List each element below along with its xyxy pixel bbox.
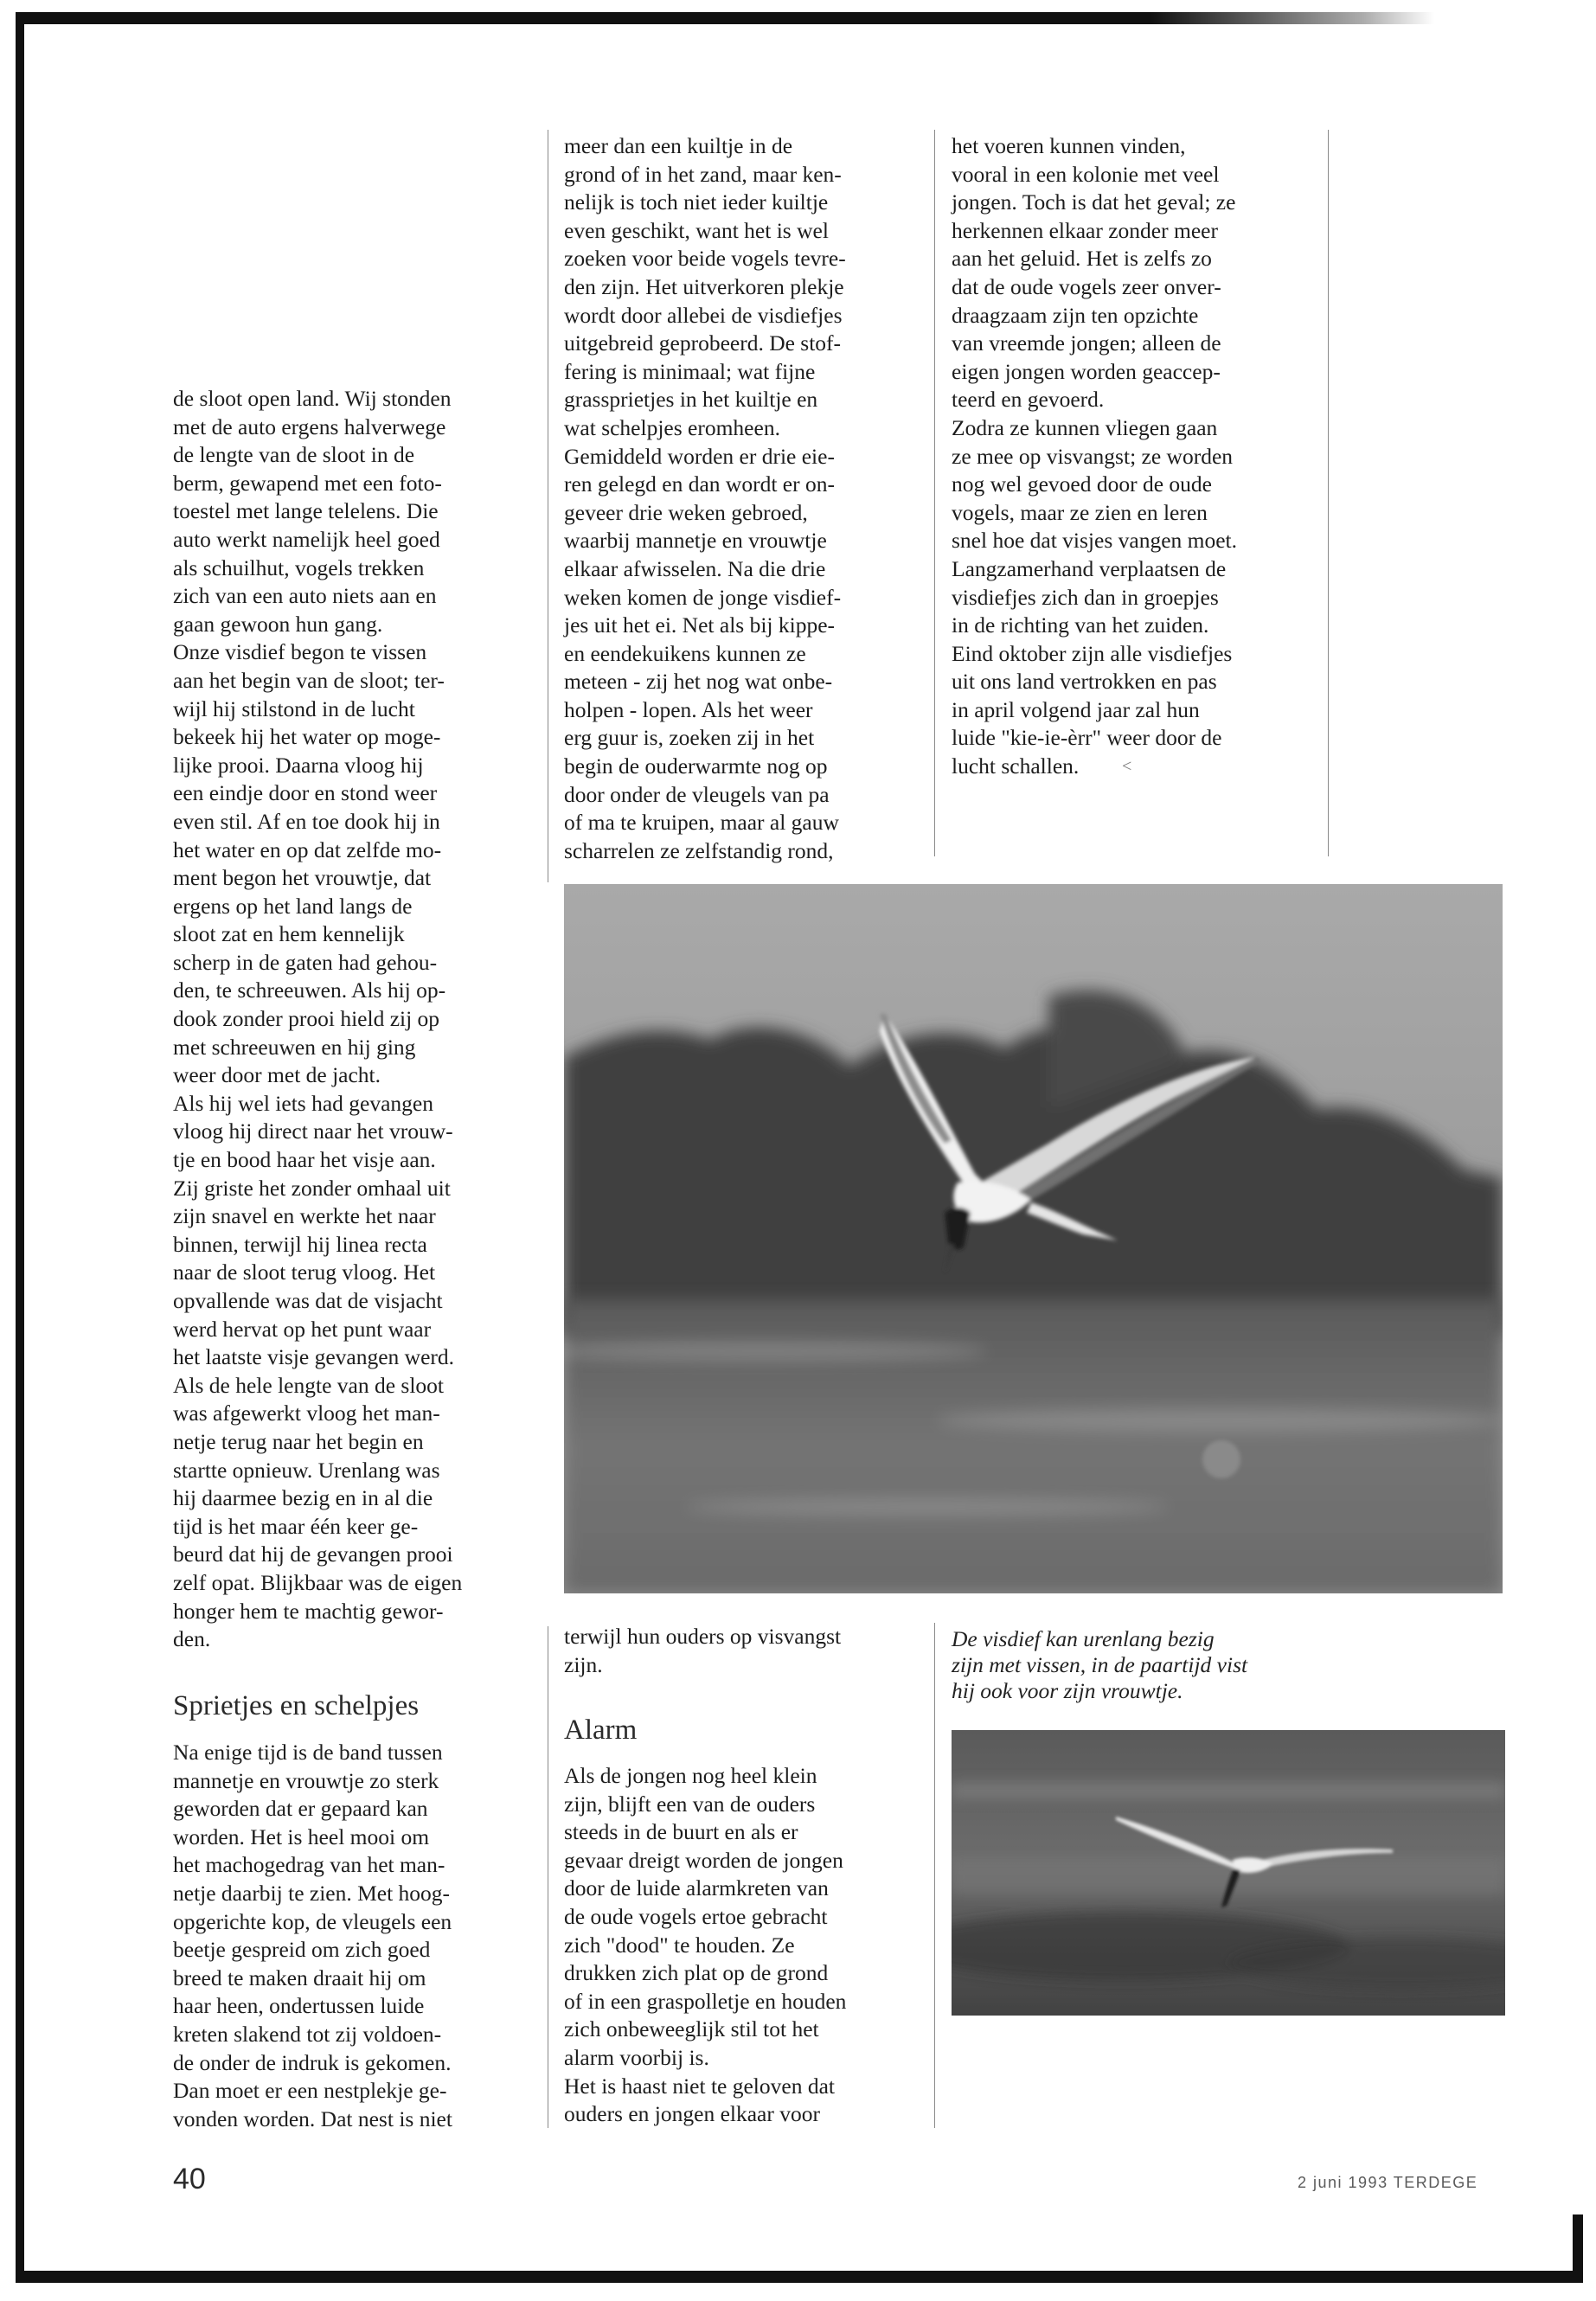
text-line: met schreeuwen en hij ging — [173, 1034, 416, 1060]
text-line: zijn, blijft een van de ouders — [564, 1791, 816, 1817]
photo-caption — [952, 1626, 1332, 1704]
text-line: aan het geluid. Het is zelfs zo — [952, 246, 1212, 272]
text-line: of in een graspolletje en houden — [564, 1988, 847, 2014]
text-line: Eind oktober zijn alle visdiefjes — [952, 640, 1233, 666]
column-2-text-a — [564, 132, 919, 865]
text-line: nog wel gevoed door de oude — [952, 471, 1212, 497]
text-line: de onder de indruk is gekomen. — [173, 2049, 452, 2075]
column-1-text-a — [173, 385, 536, 1654]
text-line: herkennen elkaar zonder meer — [952, 217, 1218, 243]
text-line: in april volgend jaar zal hun — [952, 696, 1200, 722]
text-line: Als de jongen nog heel klein — [564, 1763, 817, 1788]
column-rule-3 — [1328, 130, 1329, 856]
text-line: teerd en gevoerd. — [952, 387, 1105, 413]
text-line: elkaar afwisselen. Na die drie — [564, 555, 826, 581]
column-2-text-c — [564, 1762, 919, 2129]
text-line: meteen - zij het nog wat onbe- — [564, 669, 833, 695]
text-line: tijd is het maar één keer ge- — [173, 1513, 419, 1539]
text-line: lijke prooi. Daarna vloog hij — [173, 752, 424, 778]
text-line: terwijl hun ouders op visvangst — [564, 1624, 842, 1649]
text-line: ergens op het land langs de — [173, 893, 413, 919]
text-line: scharrelen ze zelfstandig rond, — [564, 837, 834, 863]
text-line: zich van een auto niets aan en — [173, 583, 437, 609]
text-line: hij ook voor zijn vrouwtje. — [952, 1678, 1183, 1703]
text-line: vonden worden. Dat nest is niet — [173, 2106, 452, 2131]
text-line: opgerichte kop, de vleugels een — [173, 1908, 452, 1934]
heading-alarm: Alarm — [564, 1715, 638, 1746]
text-line: door de luide alarmkreten van — [564, 1875, 829, 1901]
text-line: en eendekuikens kunnen ze — [564, 640, 806, 666]
column-3-text-a — [952, 132, 1315, 781]
text-line: het machogedrag van het man- — [173, 1852, 445, 1878]
text-line: vooral in een kolonie met veel — [952, 161, 1220, 187]
text-line: de sloot open land. Wij stonden — [173, 386, 452, 411]
text-line: zich onbeweeglijk stil tot het — [564, 2016, 819, 2042]
text-line: uit ons land vertrokken en pas — [952, 669, 1217, 695]
text-line: honger hem te machtig gewor- — [173, 1598, 444, 1624]
text-line: ren gelegd en dan wordt er on- — [564, 471, 835, 497]
text-line: vogels, maar ze zien en leren — [952, 499, 1208, 525]
text-line: lucht schallen. — [952, 753, 1080, 779]
text-line: haar heen, ondertussen luide — [173, 1993, 425, 2019]
text-line: vloog hij direct naar het vrouw- — [173, 1118, 453, 1144]
text-line: naar de sloot terug vloog. Het — [173, 1259, 436, 1285]
text-line: snel hoe dat visjes vangen moet. — [952, 528, 1238, 554]
text-line: begin de ouderwarmte nog op — [564, 753, 828, 779]
text-line: bekeek hij het water op moge- — [173, 724, 441, 750]
text-line: beetje gespreid om zich goed — [173, 1937, 431, 1963]
text-line: werd hervat op het punt waar — [173, 1316, 432, 1342]
text-line: jongen. Toch is dat het geval; ze — [952, 189, 1236, 215]
text-line: erg guur is, zoeken zij in het — [564, 725, 815, 751]
text-line: van vreemde jongen; alleen de — [952, 330, 1221, 356]
text-line: ment begon het vrouwtje, dat — [173, 865, 432, 891]
bottom-frame-rule — [16, 2271, 1583, 2283]
text-line: zich "dood" te houden. Ze — [564, 1932, 795, 1958]
text-line: zijn snavel en werkte het naar — [173, 1203, 436, 1229]
text-line: meer dan een kuiltje in de — [564, 133, 793, 158]
text-line: wijl hij stilstond in de lucht — [173, 695, 415, 721]
text-line: in de richting van het zuiden. — [952, 612, 1209, 638]
heading-sprietjes: Sprietjes en schelpjes — [173, 1690, 420, 1721]
text-line: tje en bood haar het visje aan. — [173, 1147, 436, 1173]
text-line: breed te maken draait hij om — [173, 1965, 426, 1990]
text-line: ze mee op visvangst; ze worden — [952, 443, 1234, 469]
text-line: geworden dat er gepaard kan — [173, 1796, 428, 1822]
text-line: uitgebreid geprobeerd. De stof- — [564, 330, 842, 356]
text-line: den. — [173, 1626, 211, 1652]
text-line: de lengte van de sloot in de — [173, 442, 415, 468]
text-line: berm, gewapend met een foto- — [173, 470, 442, 496]
column-2-text-b — [564, 1623, 919, 1679]
text-line: met de auto ergens halverwege — [173, 413, 446, 439]
article-end-mark: < — [1122, 757, 1132, 776]
text-line: Langzamerhand verplaatsen de — [952, 555, 1227, 581]
text-line: netje daarbij te zien. Met hoog- — [173, 1880, 451, 1906]
text-line: gevaar dreigt worden de jongen — [564, 1847, 843, 1873]
text-line: Na enige tijd is de band tussen — [173, 1740, 443, 1765]
text-line: eigen jongen worden geaccep- — [952, 358, 1221, 384]
text-line: wat schelpjes eromheen. — [564, 414, 780, 440]
text-line: steeds in de buurt en als er — [564, 1819, 798, 1845]
text-line: door onder de vleugels van pa — [564, 781, 830, 807]
text-line: kreten slakend tot zij voldoen- — [173, 2021, 442, 2047]
left-frame-rule — [16, 12, 24, 2283]
right-frame-rule — [1573, 2214, 1583, 2283]
text-line: het water en op dat zelfde mo- — [173, 836, 442, 862]
text-line: De visdief kan urenlang bezig — [952, 1626, 1215, 1651]
text-line: even stil. Af en toe dook hij in — [173, 808, 440, 834]
text-line: luide "kie-ie-èrr" weer door de — [952, 725, 1222, 751]
text-line: draagzaam zijn ten opzichte — [952, 302, 1199, 328]
text-line: zoeken voor beide vogels tevre- — [564, 246, 846, 272]
text-line: startte opnieuw. Urenlang was — [173, 1457, 440, 1483]
text-line: grond of in het zand, maar ken- — [564, 161, 842, 187]
text-line: worden. Het is heel mooi om — [173, 1823, 430, 1849]
text-line: fering is minimaal; wat fijne — [564, 358, 816, 384]
text-line: gaan gewoon hun gang. — [173, 611, 383, 637]
text-line: scherp in de gaten had gehou- — [173, 949, 438, 975]
text-line: binnen, terwijl hij linea recta — [173, 1231, 427, 1257]
text-line: hij daarmee bezig en in al die — [173, 1485, 433, 1511]
text-line: Onze visdief begon te vissen — [173, 639, 427, 665]
text-line: de oude vogels ertoe gebracht — [564, 1903, 828, 1929]
text-line: jes uit het ei. Net als bij kippe- — [564, 612, 836, 638]
text-line: zelf opat. Blijkbaar was de eigen — [173, 1569, 463, 1595]
text-line: netje terug naar het begin en — [173, 1428, 424, 1454]
text-line: Zodra ze kunnen vliegen gaan — [952, 414, 1218, 440]
text-line: toestel met lange telelens. Die — [173, 498, 439, 524]
text-line: even geschikt, want het is wel — [564, 217, 829, 243]
text-line: een eindje door en stond weer — [173, 780, 438, 806]
tern-flight-photo — [564, 884, 1503, 1593]
text-line: Dan moet er een nestplekje ge- — [173, 2078, 447, 2104]
text-line: als schuilhut, vogels trekken — [173, 554, 425, 580]
text-line: Als de hele lengte van de sloot — [173, 1372, 444, 1398]
text-line: of ma te kruipen, maar al gauw — [564, 810, 839, 836]
text-line: visdiefjes zich dan in groepjes — [952, 584, 1219, 610]
text-line: holpen - lopen. Als het weer — [564, 696, 813, 722]
text-line: opvallende was dat de visjacht — [173, 1288, 443, 1313]
text-line: weken komen de jonge visdief- — [564, 584, 842, 610]
text-line: dat de oude vogels zeer onver- — [952, 273, 1221, 299]
top-frame-rule — [16, 12, 1434, 24]
text-line: het laatste visje gevangen werd. — [173, 1344, 455, 1370]
text-line: auto werkt namelijk heel goed — [173, 526, 440, 552]
issue-date: 2 juni 1993 TERDEGE — [1298, 2174, 1478, 2191]
text-line: ouders en jongen elkaar voor — [564, 2101, 820, 2127]
text-line: waarbij mannetje en vrouwtje — [564, 528, 827, 554]
column-rule-2b — [934, 1623, 935, 2128]
column-1-text-b — [173, 1739, 536, 2133]
text-line: nelijk is toch niet ieder kuiltje — [564, 189, 829, 215]
text-line: geveer drie weken gebroed, — [564, 499, 808, 525]
text-line: mannetje en vrouwtje zo sterk — [173, 1767, 439, 1793]
page-number: 40 — [173, 2163, 206, 2195]
text-line: Als hij wel iets had gevangen — [173, 1090, 433, 1116]
text-line: het voeren kunnen vinden, — [952, 133, 1186, 158]
text-line: grassprietjes in het kuiltje en — [564, 387, 818, 413]
text-line: zijn. — [564, 1651, 603, 1677]
text-line: was afgewerkt vloog het man- — [173, 1400, 440, 1426]
text-line: drukken zich plat op de grond — [564, 1960, 829, 1986]
text-line: den, te schreeuwen. Als hij op- — [173, 977, 446, 1003]
text-line: alarm voorbij is. — [564, 2044, 709, 2070]
column-rule-2 — [934, 130, 935, 856]
text-line: weer door met de jacht. — [173, 1062, 381, 1088]
text-line: aan het begin van de sloot; ter- — [173, 667, 445, 693]
text-line: zijn met vissen, in de paartijd vist — [952, 1652, 1248, 1677]
text-line: sloot zat en hem kennelijk — [173, 921, 405, 947]
text-line: Zij griste het zonder omhaal uit — [173, 1175, 451, 1201]
text-line: beurd dat hij de gevangen prooi — [173, 1541, 453, 1567]
text-line: dook zonder prooi hield zij op — [173, 1006, 440, 1032]
tern-glide-photo — [952, 1730, 1505, 2016]
text-line: wordt door allebei de visdiefjes — [564, 302, 843, 328]
text-line: Gemiddeld worden er drie eie- — [564, 443, 835, 469]
text-line: den zijn. Het uitverkoren plekje — [564, 273, 844, 299]
text-line: Het is haast niet te geloven dat — [564, 2073, 835, 2099]
